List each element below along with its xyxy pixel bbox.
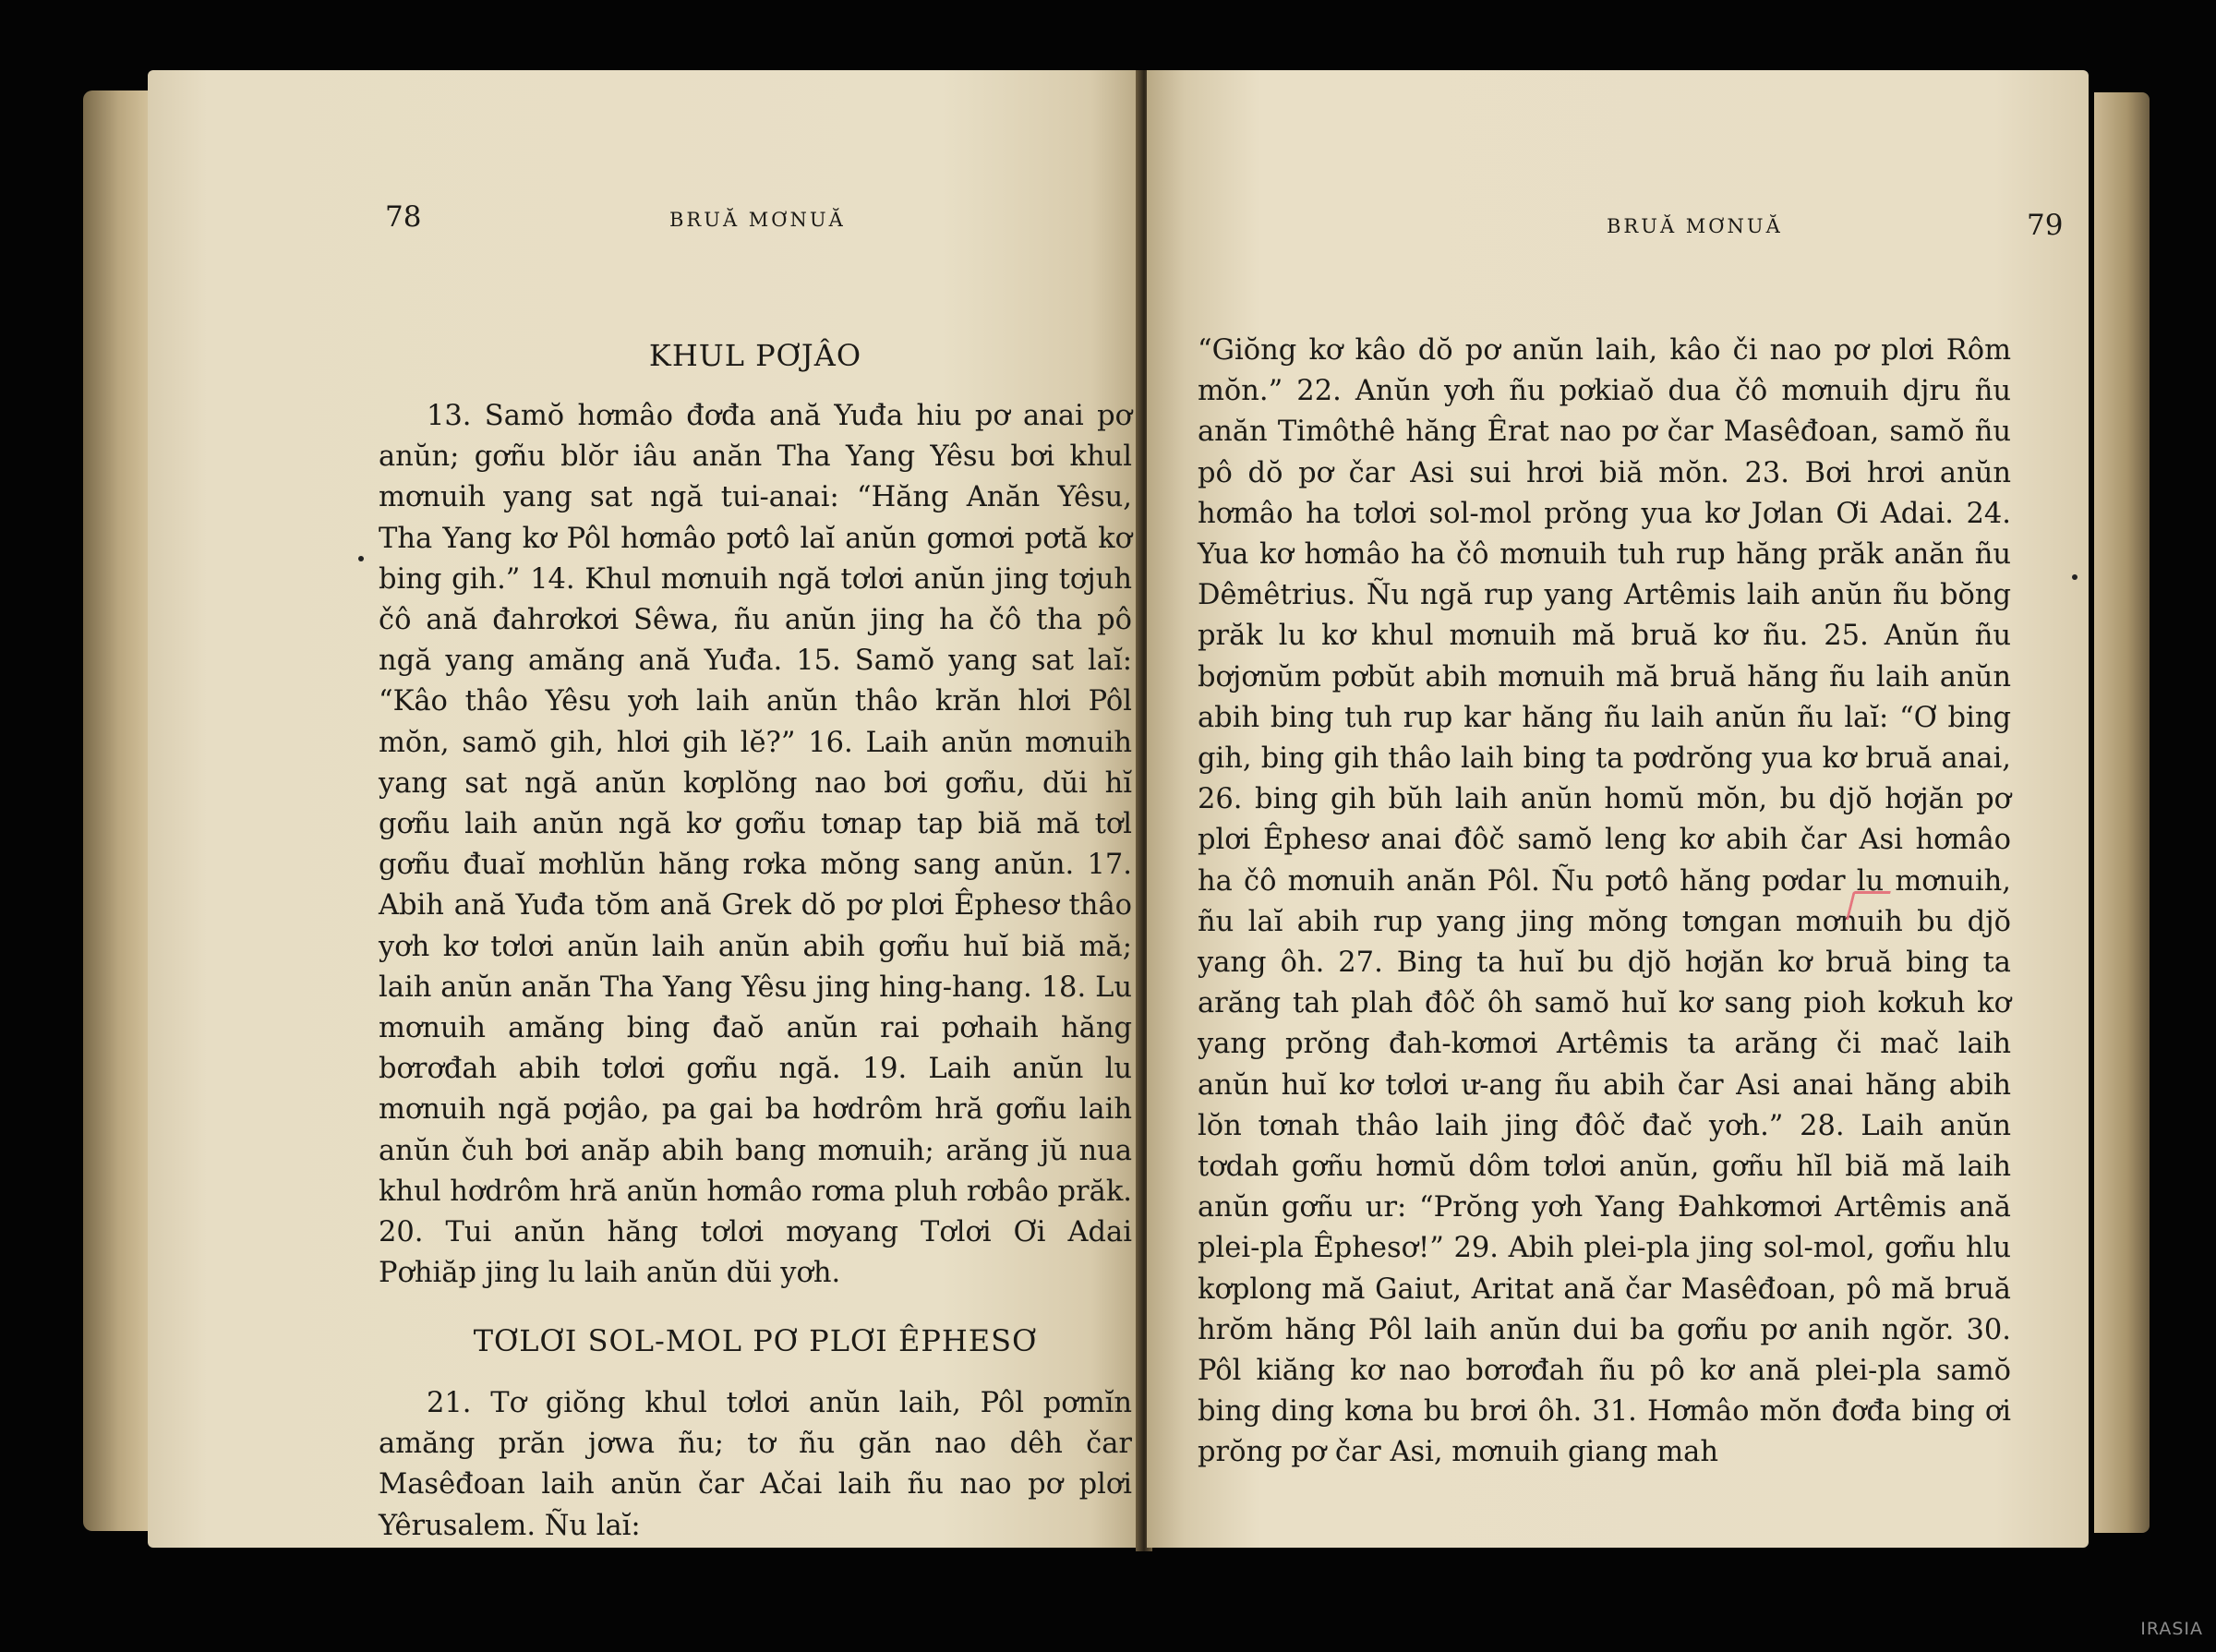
paragraph: 21. Tơ giŏng khul tơlơi anŭn laih, Pôl pơmĭn amăng prăn jơwa ñu; tơ ñu găn nao dêh čar Masêđoan laih anŭn čar Ačai laih ñu nao pơ plơi Yêrusalem. Ñu laĭ: [379,1387,1132,1542]
watermark: IRASIA [2140,1619,2203,1639]
right-page [1147,70,2089,1548]
section-body [379,1383,1132,1547]
section-title-text: KHUL PƠJÂO [648,338,862,373]
right-page-edges [2094,92,2150,1533]
left-page [148,70,1140,1548]
red-pencil-mark [1846,891,1891,920]
open-book [76,70,2155,1553]
page-body [1198,331,2011,1474]
ink-spot [2072,574,2078,580]
section-title [379,338,1132,379]
section-title-text: TƠLƠI SOL-MOL PƠ PLƠI ÊPHESƠ [473,1323,1038,1358]
section-title [379,1323,1132,1364]
page-number: 78 [385,200,422,234]
paragraph: “Giŏng kơ kâo dŏ pơ anŭn laih, kâo či nao pơ plơi Rôm mŏn.” 22. Anŭn yơh ñu pơkiaŏ dua čô mơnuih djru ñu anăn Timôthê hăng Êrat nao pơ čar Masêđoan, samŏ ñu pô dŏ pơ čar Asi sui hrơi biă mŏn. 23. Bơi hrơi anŭn hơmâo ha tơlơi sol-mol prŏng yua kơ Jơlan Ơi Adai. 24. Yua kơ hơmâo ha čô mơnuih tuh rup hăng prăk anăn ñu Dêmêtrius. Ñu ngă rup yang Artêmis laih anŭn ñu bŏng prăk lu kơ khul mơnuih mă bruă kơ ñu. 25. Anŭn ñu bơjơnŭm pơbŭt abih mơnuih mă bruă hăng ñu laih anŭn abih bing tuh rup kar hăng ñu laih anŭn ñu laĭ: “Ơ bing gih, bing gih thâo laih bing ta pơdrŏng yua kơ bruă anai, 26. bing gih bŭh laih anŭn homŭ mŏn, bu djŏ hơjăn pơ plơi Êphesơ anai đôč samŏ leng kơ abih čar Asi hơmâo ha čô mơnuih anăn Pôl. Ñu pơtô hăng pơdar lu mơnuih, ñu laĭ abih rup yang jing mŏng tơngan mơnuih bu djŏ yang ôh. 27. Bing ta huĭ bu djŏ hơjăn kơ bruă bing ta arăng tah plah đôč ôh samŏ huĭ kơ sang pioh kơkuh kơ yang prŏng đah-kơmơi Artêmis ta arăng či mač laih anŭn huĭ kơ tơlơi ư-ang ñu abih čar Asi anai hăng abih lŏn tơnah thâo laih jing đôč đač yơh.” 28. Laih anŭn tơdah gơñu hơmŭ dôm tơlơi anŭn, gơñu hĭl biă mă laih anŭn gơñu ur: “Prŏng yơh Yang Đahkơmơi Artêmis ană plei-pla Êphesơ!” 29. Abih plei-pla jing sol-mol, gơñu hlu kơplong mă Gaiut, Aritat ană čar Masêđoan, pô mă bruă hrŏm hăng Pôl laih anŭn dui ba gơñu pơ anih ngŏr. 30. Pôl kiăng kơ nao bơrơđah ñu pô kơ ană plei-pla samŏ bing ding kơna bu brơi ôh. 31. Hơmâo mŏn đơđa bing ơi prŏng pơ čar Asi, mơnuih giang mah [1198,334,2011,1469]
section-body [379,396,1132,1294]
running-head: BRUĂ MƠNUĂ [669,209,846,231]
running-head: BRUĂ MƠNUĂ [1607,215,1783,237]
paragraph: 13. Samŏ hơmâo đơđa ană Yuđa hiu pơ anai pơ anŭn; gơñu blŏr iâu anăn Tha Yang Yêsu bơi khul mơnuih yang sat ngă tui-anai: “Hăng Anăn Yêsu, Tha Yang kơ Pôl hơmâo pơtô laĭ anŭn gơmơi pơtă kơ bing gih.” 14. Khul mơnuih ngă tơlơi anŭn jing tơjuh čô ană đahrơkơi Sêwa, ñu anŭn jing ha čô tha pô ngă yang amăng ană Yuđa. 15. Samŏ yang sat laĭ: “Kâo thâo Yêsu yơh laih anŭn thâo krăn hlơi Pôl mŏn, samŏ gih, hlơi gih lĕ?” 16. Laih anŭn mơnuih yang sat ngă anŭn kơplŏng nao bơi gơñu, dŭi hĭ gơñu laih anŭn ngă kơ gơñu tơnap tap biă mă tơl gơñu đuaĭ mơhlŭn hăng rơka mŏng sang anŭn. 17. Abih ană Yuđa tŏm ană Grek dŏ pơ plơi Êphesơ thâo yơh kơ tơlơi anŭn laih anŭn abih gơñu huĭ biă mă; laih anŭn anăn Tha Yang Yêsu jing hing-hang. 18. Lu mơnuih amăng bing đaŏ anŭn rai pơhaih hăng bơrơđah abih tơlơi gơñu ngă. 19. Laih anŭn lu mơnuih ngă pơjâo, pa gai ba hơdrôm hră gơñu laih anŭn čuh bơi anăp abih bang mơnuih; arăng jŭ nua khul hơdrôm hră anŭn hơmâo rơma pluh rơbâo prăk. 20. Tui anŭn hăng tơlơi mơyang Tơlơi Ơi Adai Pơhiăp jing lu laih anŭn dŭi yơh. [379,400,1132,1290]
ink-spot [358,556,364,561]
page-number: 79 [2027,209,2064,242]
